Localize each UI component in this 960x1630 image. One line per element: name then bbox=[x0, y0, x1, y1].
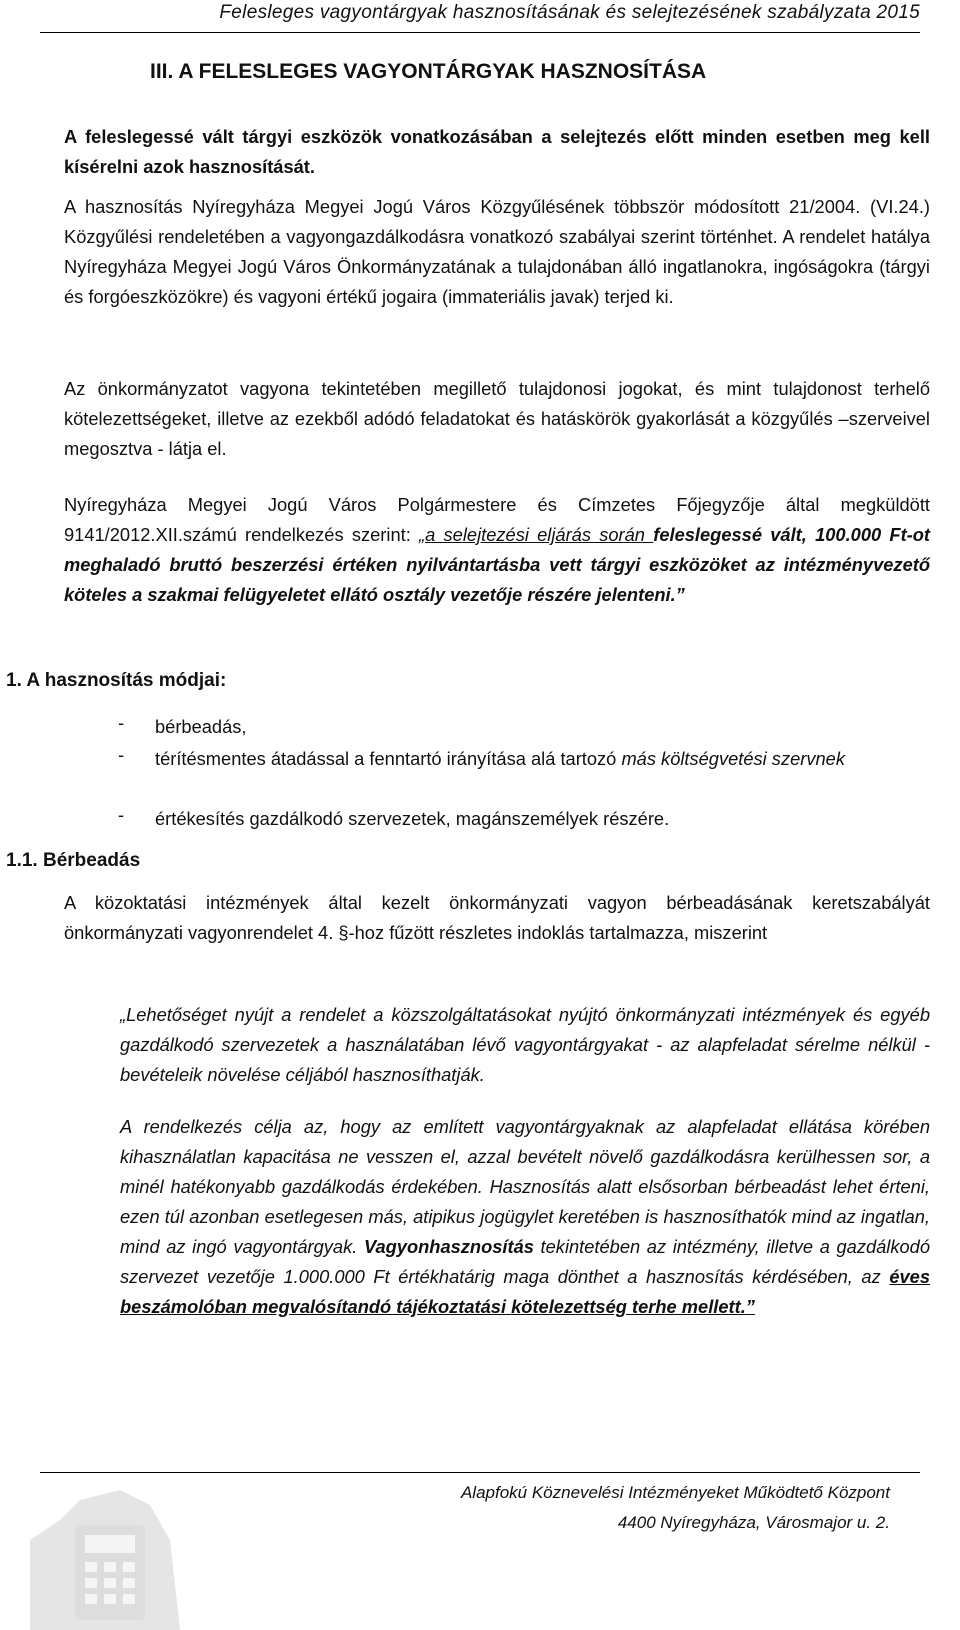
quote-paragraph-2 bbox=[120, 1112, 930, 1322]
heading-1: 1. A hasznosítás módjai: bbox=[6, 670, 227, 691]
list-item-text bbox=[155, 744, 915, 774]
paragraph-1-part-b: A rendelet hatálya Nyíregyháza Megyei Jogú Város Önkormányzatának a tulajdonában álló ingatlanokra, ingóságokra (tárgyi és forgóeszközökre) és vagyoni értékű jogaira (immateriális javak) terjed ki. bbox=[64, 226, 930, 307]
quote-2-part-a: A rendelkezés célja az, hogy az említett vagyontárgyaknak az alapfeladat ellátása körében kihasználatlan kapacitása ne vesszen el, azzal bevételt növelő gazdálkodásra kerülhessen sor, a minél hatékonyabb gazdálkodás érdekében. Hasznosítás alatt elsősorban bérbeadást lehet érteni, ezen túl azonban esetlegesen más, atipikus jogügylet keretében is hasznosíthatók mind az ingatlan, mind az ingó vagyontárgyak. bbox=[120, 1116, 930, 1257]
footer-street: 4400 Nyíregyháza, Városmajor u. 2. bbox=[617, 1513, 890, 1532]
heading-1-1: 1.1. Bérbeadás bbox=[6, 850, 141, 871]
paragraph-3-bold-italic: feleslegessé vált, 100.000 Ft-ot meghaladó bruttó beszerzési értéken nyilvántartásba vett tárgyi eszközöket az intézményvezető köteles a szakmai felügyeletet ellátó osztály vezetője részére jelenteni.” bbox=[64, 524, 930, 605]
list-item-text-plain: térítésmentes átadással a fenntartó irányítása alá tartozó bbox=[155, 748, 622, 769]
quote-2-bold-underline: éves beszámolóban megvalósítandó tájékoztatási kötelezettség terhe mellett.” bbox=[120, 1266, 930, 1317]
quote-paragraph-1: „Lehetőséget nyújt a rendelet a közszolgáltatásokat nyújtó önkormányzati intézmények és egyéb gazdálkodó szervezetek a használatában lévő vagyontárgyakat - az alapfeladat sérelme nélkül - bevételeik növelése céljából hasznosíthatják. bbox=[120, 1004, 930, 1085]
paragraph-1 bbox=[64, 192, 930, 312]
quote-2-bold: Vagyonhasznosítás bbox=[363, 1236, 534, 1257]
paragraph-4: A közoktatási intézmények által kezelt önkormányzati vagyon bérbeadásának keretszabályát önkormányzati vagyonrendelet 4. §-hoz fűzött részletes indoklás tartalmazza, miszerint bbox=[64, 892, 930, 943]
calculator-logo-icon bbox=[20, 1480, 190, 1630]
section-title: III. A FELESLEGES VAGYONTÁRGYAK HASZNOSÍTÁSA bbox=[150, 60, 707, 83]
header-rule bbox=[40, 32, 920, 33]
list-bullet: - bbox=[118, 744, 125, 765]
footer-organization: Alapfokú Köznevelési Intézményeket Működtető Központ bbox=[460, 1483, 890, 1502]
footer-address bbox=[461, 1478, 890, 1538]
list-item-text: értékesítés gazdálkodó szervezetek, magánszemélyek részére. bbox=[155, 808, 670, 829]
intro-paragraph: A feleslegessé vált tárgyi eszközök vonatkozásában a selejtezés előtt minden esetben meg kell kísérelni azok hasznosítását. bbox=[64, 126, 930, 177]
list-item-text-italic: más költségvetési szervnek bbox=[621, 748, 845, 769]
paragraph-3-plain: Nyíregyháza Megyei Jogú Város Polgármestere és Címzetes Főjegyzője által megküldött 9141/2012.XII.számú rendelkezés szerint: bbox=[64, 494, 930, 545]
list-bullet: - bbox=[118, 804, 125, 825]
list-item-text: bérbeadás, bbox=[155, 716, 247, 737]
paragraph-3 bbox=[64, 490, 930, 610]
paragraph-3-italic: „a selejtezési eljárás során bbox=[419, 524, 654, 545]
list-bullet: - bbox=[118, 712, 125, 733]
quote-2-part-c: tekintetében az intézmény, illetve a gazdálkodó szervezet vezetője 1.000.000 Ft értékhatárig maga dönthet a hasznosítás kérdésében, az bbox=[120, 1236, 930, 1287]
running-header: Felesleges vagyontárgyak hasznosításának és selejtezésének szabályzata 2015 bbox=[219, 2, 920, 23]
paragraph-2: Az önkormányzatot vagyona tekintetében megillető tulajdonosi jogokat, és mint tulajdonost terhelő kötelezettségeket, illetve az ezekből adódó feladatokat és hatáskörök gyakorlását a közgyűlés –szerveivel megosztva - látja el. bbox=[64, 378, 930, 459]
paragraph-1-part-a: A hasznosítás Nyíregyháza Megyei Jogú Város Közgyűlésének többször módosított 21/2004. (VI.24.) Közgyűlési rendeletében a vagyongazdálkodásra vonatkozó szabályai szerint történhet. bbox=[64, 196, 930, 247]
footer-rule bbox=[40, 1472, 920, 1473]
